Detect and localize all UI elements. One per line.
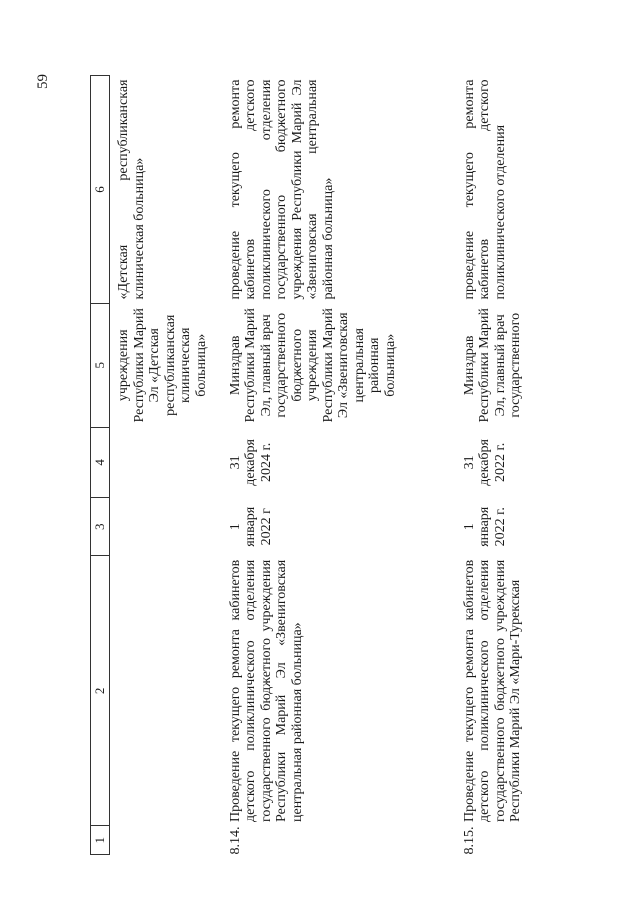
result-cell: проведение текущего ремонта кабинетов детского поликлинического отделения государственного бюджетного учреждения Республики Марий Эл «Звениговская центральная районная больница» (227, 79, 336, 300)
end-date-cell (110, 427, 222, 498)
table-row (110, 76, 222, 855)
start-date-cell: 1 января 2022 г (227, 506, 274, 547)
row-number (110, 826, 222, 855)
measure-cell: Проведение текущего ремонта кабинетов детского поликлинического отделения государственного бюджетного учреждения Республики Марий Эл «Мари-Турекская (461, 559, 523, 822)
responsible-cell: Минздрав Республики Марий Эл, главный врач государственного бюджетного учреждения Республики Марий Эл «Звениговская центральная районная больница» (227, 308, 398, 423)
measure-cell: Проведение текущего ремонта кабинетов детского поликлинического отделения государственного бюджетного учреждения Республики Марий Эл «Звениговская центральная районная больница» (227, 559, 305, 822)
start-date-cell: 1 января 2022 г. (461, 506, 508, 547)
start-date-cell (110, 498, 222, 556)
column-header-5: 5 (91, 304, 110, 428)
column-header-2: 2 (91, 556, 110, 826)
rotated-table-wrapper (90, 75, 615, 855)
column-header-4: 4 (91, 427, 110, 498)
measure-cell (110, 556, 222, 826)
page-number: 59 (35, 74, 51, 89)
table-row (456, 76, 556, 855)
result-cell: проведение текущего ремонта кабинетов детского поликлинического отделения (461, 79, 508, 300)
table-row (222, 76, 456, 855)
row-number: 8.14. (227, 826, 243, 855)
column-header-1: 1 (91, 826, 110, 855)
table-header-row (91, 76, 110, 855)
end-date-cell: 31 декабря 2022 г. (461, 439, 508, 486)
row-number: 8.15. (461, 826, 477, 855)
responsible-cell: учреждения Республики Марий Эл «Детская республиканская клиническая больница» (116, 308, 209, 423)
responsible-cell: Минздрав Республики Марий Эл, главный врач государственного (461, 308, 523, 423)
column-header-3: 3 (91, 498, 110, 556)
end-date-cell: 31 декабря 2024 г. (227, 439, 274, 486)
column-header-6: 6 (91, 76, 110, 304)
result-cell: «Детская республиканская клиническая больница» (116, 79, 147, 300)
measures-table (90, 75, 556, 855)
